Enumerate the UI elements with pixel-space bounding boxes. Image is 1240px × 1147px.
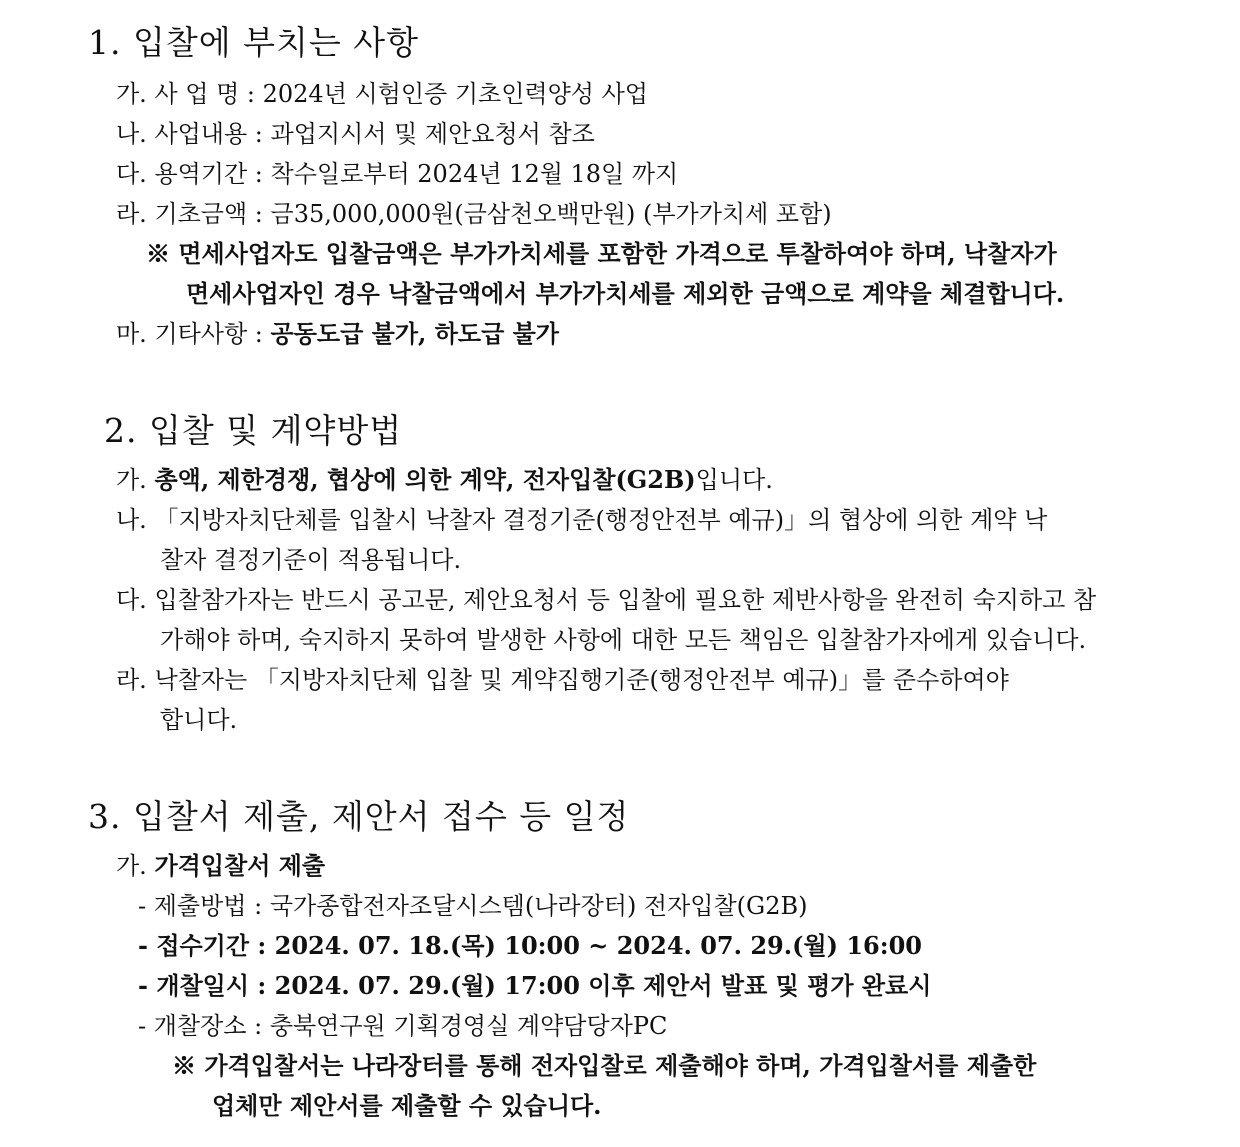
item-value: 착수일로부터 2024년 12월 18일 까지 <box>270 160 679 188</box>
section-2-title: 2. 입찰 및 계약방법 <box>104 411 403 450</box>
award-criteria-line2: 찰자 결정기준이 적용됩니다. <box>160 546 462 574</box>
price-bid-heading <box>116 850 325 882</box>
section-3-title: 3. 입찰서 제출, 제안서 접수 등 일정 <box>88 797 630 836</box>
item-label: 다. 용역기간 : <box>116 160 263 188</box>
item-value: 공동도급 불가, 하도급 불가 <box>270 319 559 348</box>
item-value: 가격입찰서 제출 <box>154 851 326 880</box>
opening-place: - 개찰장소 : 충북연구원 기획경영실 계약담당자PC <box>138 1012 668 1040</box>
contract-method-value: 총액, 제한경쟁, 협상에 의한 계약, 전자입찰(G2B) <box>154 465 696 494</box>
contract-method <box>116 464 773 496</box>
compliance-line2: 합니다. <box>160 706 238 734</box>
tax-note-line1: ※ 면세사업자도 입찰금액은 부가가치세를 포함한 가격으로 투찰하여야 하며, 낙찰자가 <box>146 239 1057 268</box>
item-label: 라. 기초금액 : <box>116 200 263 228</box>
item-value: 과업지시서 및 제안요청서 참조 <box>270 120 595 148</box>
award-criteria-line1: 나. 「지방자치단체를 입찰시 낙찰자 결정기준(행정안전부 예규)」의 협상에 의한 계약 낙 <box>116 506 1048 534</box>
item-label: 마. 기타사항 : <box>116 320 263 348</box>
item-label: 나. 사업내용 : <box>116 120 263 148</box>
submission-method: - 제출방법 : 국가종합전자조달시스템(나라장터) 전자입찰(G2B) <box>138 892 808 920</box>
submission-period: - 접수기간 : 2024. 07. 18.(목) 10:00 ~ 2024. 07. 29.(월) 16:00 <box>138 931 922 960</box>
compliance-line1: 라. 낙찰자는 「지방자치단체 입찰 및 계약집행기준(행정안전부 예규)」를 준수하여야 <box>116 666 1009 694</box>
participant-notice-line2: 가해야 하며, 숙지하지 못하여 발생한 사항에 대한 모든 책임은 입찰참가자에게 있습니다. <box>160 626 1087 654</box>
item-service-period <box>116 158 678 190</box>
participant-notice-line1: 다. 입찰참가자는 반드시 공고문, 제안요청서 등 입찰에 필요한 제반사항을 완전히 숙지하고 참 <box>116 586 1097 614</box>
bid-note-line2: 업체만 제안서를 제출할 수 있습니다. <box>212 1091 602 1120</box>
item-value: 2024년 시험인증 기초인력양성 사업 <box>262 80 648 108</box>
bid-note-line1: ※ 가격입찰서는 나라장터를 통해 전자입찰로 제출해야 하며, 가격입찰서를 제출한 <box>172 1051 1037 1080</box>
item-value: 금35,000,000원(금삼천오백만원) (부가가치세 포함) <box>270 200 832 228</box>
item-business-content <box>116 118 595 150</box>
item-other <box>116 318 559 350</box>
item-base-amount <box>116 198 832 230</box>
contract-method-tail: 입니다. <box>695 466 773 494</box>
item-label: 가. <box>116 466 147 494</box>
item-business-name <box>116 78 648 110</box>
item-label: 가. 사 업 명 : <box>116 80 255 108</box>
tax-note-line2: 면세사업자인 경우 낙찰금액에서 부가가치세를 제외한 금액으로 계약을 체결합니다. <box>186 279 1065 308</box>
section-1-title: 1. 입찰에 부치는 사항 <box>88 23 419 62</box>
item-label: 가. <box>116 852 147 880</box>
opening-datetime: - 개찰일시 : 2024. 07. 29.(월) 17:00 이후 제안서 발표 및 평가 완료시 <box>138 971 932 1000</box>
